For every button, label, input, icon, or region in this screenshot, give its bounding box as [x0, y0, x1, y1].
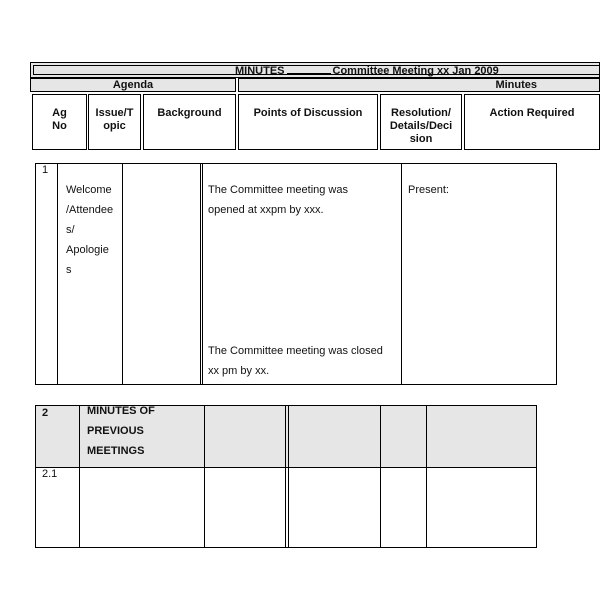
title-suffix: Committee Meeting xx Jan 2009	[332, 65, 499, 77]
col-background: Background	[143, 94, 236, 150]
minutes-title	[235, 64, 499, 77]
agenda-item-2-table	[35, 405, 537, 548]
item-2-topic: MINUTES OF PREVIOUS MEETINGS	[87, 405, 155, 457]
minutes-section-label: Minutes	[238, 78, 600, 92]
title-blank-line	[287, 64, 331, 74]
meeting-opened-text: The Committee meeting was opened at xxpm by xxx.	[208, 184, 348, 216]
minutes-title-bar	[30, 62, 600, 78]
col-action-required: Action Required	[464, 94, 600, 150]
item-2-1-number: 2.1	[42, 468, 58, 480]
agenda-section-label: Agenda	[30, 78, 236, 92]
agenda-item-1-table	[35, 163, 557, 385]
item-1-number: 1	[42, 164, 49, 176]
column-headers	[30, 94, 600, 150]
col-ag-no: Ag No	[32, 94, 87, 150]
meeting-closed-text: The Committee meeting was closed xx pm by xx.	[208, 345, 383, 377]
title-prefix: MINUTES	[235, 65, 285, 77]
col-resolution: Resolution/ Details/Deci sion	[380, 94, 462, 150]
present-label: Present:	[408, 184, 449, 196]
item-1-topic: Welcome /Attendee s/ Apologie s	[66, 184, 114, 276]
col-issue-topic: Issue/T opic	[88, 94, 141, 150]
col-points-of-discussion: Points of Discussion	[238, 94, 378, 150]
minutes-header	[30, 62, 600, 150]
item-2-number: 2	[42, 407, 49, 419]
